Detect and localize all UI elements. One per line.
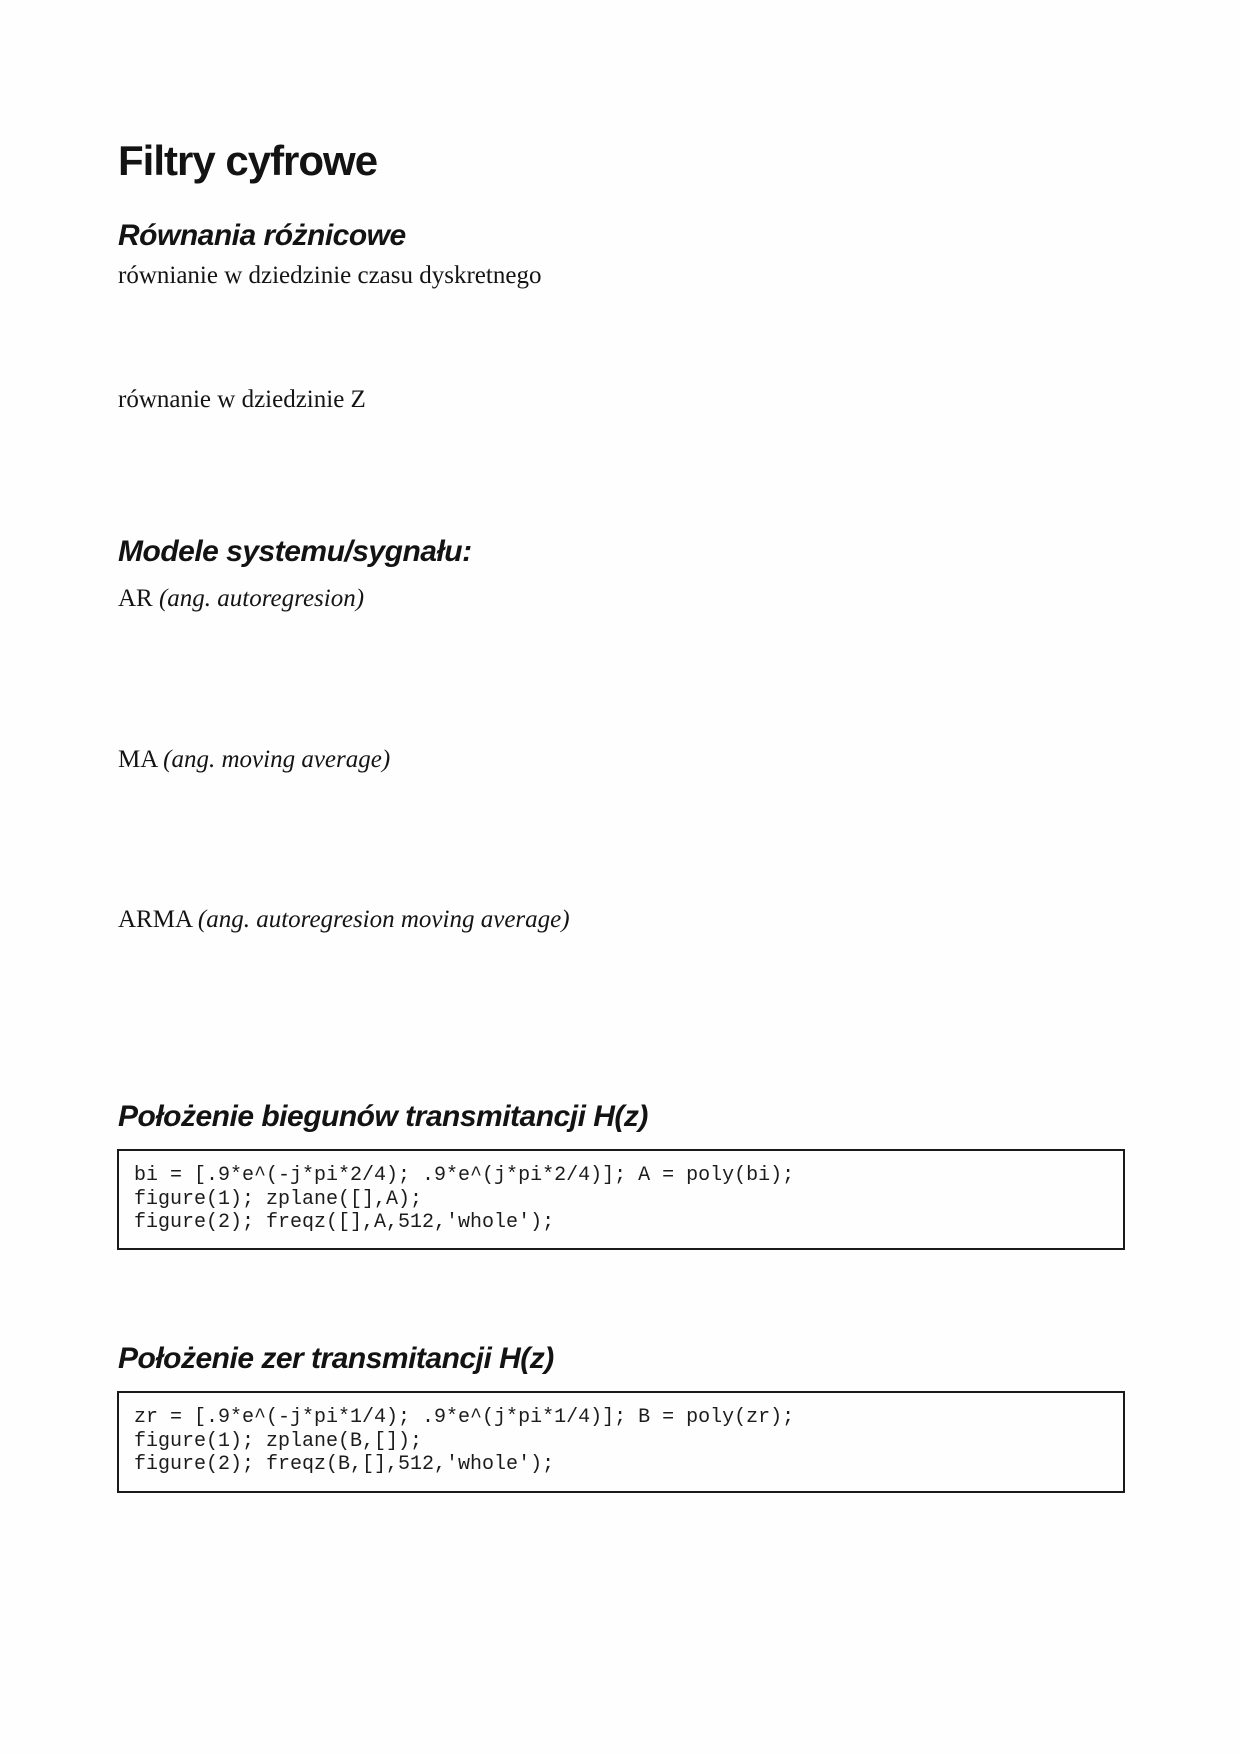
code-line: figure(2); freqz([],A,512,'whole'); [134, 1211, 555, 1234]
page-title: Filtry cyfrowe [118, 137, 378, 184]
code-line: zr = [.9*e^(-j*pi*1/4); .9*e^(j*pi*1/4)]; B = poly(zr); [134, 1406, 795, 1429]
paragraph-ma-model [118, 745, 390, 775]
section-heading-rownania-roznicowe: Równania różnicowe [118, 219, 406, 252]
ma-label: MA [118, 746, 164, 773]
paragraph-z-domain-equation: równanie w dziedzinie Z [118, 386, 366, 413]
code-line: figure(1); zplane([],A); [134, 1187, 423, 1211]
ar-english-term: (ang. autoregresion) [158, 585, 365, 612]
paragraph-arma-model [118, 905, 570, 935]
code-block-zeros [117, 1391, 1125, 1493]
paragraph-discrete-time-equation: równianie w dziedzinie czasu dyskretnego [118, 262, 542, 289]
arma-label: ARMA [118, 906, 198, 933]
code-block-poles [117, 1149, 1125, 1250]
ma-english-term: (ang. moving average) [163, 746, 391, 773]
section-heading-modele-systemu: Modele systemu/sygnału: [118, 535, 472, 568]
code-line: figure(1); zplane(B,[]); [134, 1429, 423, 1453]
paragraph-ar-model [118, 584, 364, 614]
code-line: figure(2); freqz(B,[],512,'whole'); [134, 1453, 555, 1476]
section-heading-polozenie-biegunow: Położenie biegunów transmitancji H(z) [118, 1100, 648, 1133]
arma-english-term: (ang. autoregresion moving average) [197, 906, 570, 933]
ar-label: AR [118, 585, 159, 612]
code-line: bi = [.9*e^(-j*pi*2/4); .9*e^(j*pi*2/4)]; A = poly(bi); [134, 1164, 795, 1187]
section-heading-polozenie-zer: Położenie zer transmitancji H(z) [118, 1342, 554, 1375]
